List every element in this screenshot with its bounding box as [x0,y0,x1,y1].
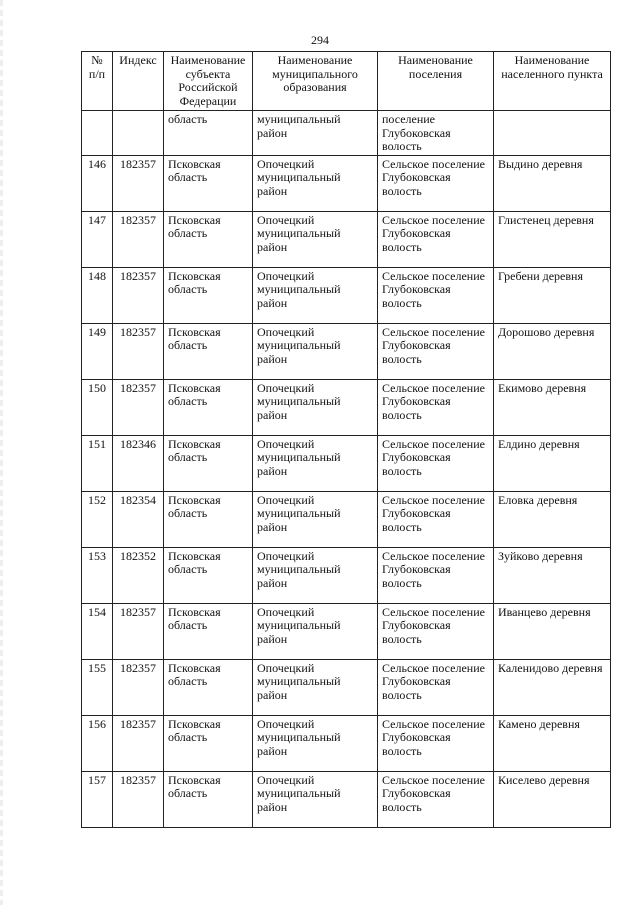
header-subject: Наименование субъекта Российской Федерации [164,52,253,111]
cell-num: 148 [82,267,113,323]
cell-municipality: Опочецкий муниципальный район [253,155,378,211]
cell-locality: Выдино деревня [494,155,611,211]
cell-locality: Еловка деревня [494,491,611,547]
cell-num [82,111,113,156]
header-settlement: Наименование поселения [378,52,494,111]
table-row [82,435,611,491]
table-row [82,155,611,211]
table-row-continuation [82,111,611,156]
cell-settlement: Сельское поселение Глубоковская волость [378,155,494,211]
cell-settlement: Сельское поселение Глубоковская волость [378,771,494,827]
cell-index: 182346 [113,435,164,491]
scan-edge-artifact [0,0,3,905]
cell-index: 182352 [113,547,164,603]
cell-num: 154 [82,603,113,659]
cell-municipality: Опочецкий муниципальный район [253,211,378,267]
cell-index: 182357 [113,211,164,267]
cell-num: 149 [82,323,113,379]
table-row [82,659,611,715]
cell-locality: Глистенец деревня [494,211,611,267]
cell-subject: Псковская область [164,659,253,715]
cell-municipality: Опочецкий муниципальный район [253,491,378,547]
cell-subject: Псковская область [164,547,253,603]
cell-locality: Камено деревня [494,715,611,771]
table-row [82,715,611,771]
header-municipality: Наименование муниципального образования [253,52,378,111]
cell-subject: Псковская область [164,603,253,659]
cell-municipality: Опочецкий муниципальный район [253,267,378,323]
cell-num: 156 [82,715,113,771]
table-row [82,379,611,435]
cell-settlement: Сельское поселение Глубоковская волость [378,267,494,323]
cell-subject: Псковская область [164,435,253,491]
table-row [82,603,611,659]
table-row [82,211,611,267]
cell-index: 182357 [113,603,164,659]
cell-num: 152 [82,491,113,547]
cell-index: 182357 [113,379,164,435]
header-locality: Наименование населенного пункта [494,52,611,111]
cell-locality: Иванцево деревня [494,603,611,659]
cell-index: 182357 [113,715,164,771]
cell-settlement: Сельское поселение Глубоковская волость [378,715,494,771]
cell-locality: Гребени деревня [494,267,611,323]
cell-subject: Псковская область [164,771,253,827]
cell-settlement: Сельское поселение Глубоковская волость [378,603,494,659]
cell-index: 182357 [113,659,164,715]
cell-index [113,111,164,156]
table-row [82,267,611,323]
cell-locality: Екимово деревня [494,379,611,435]
cell-index: 182354 [113,491,164,547]
cell-municipality: Опочецкий муниципальный район [253,323,378,379]
cell-subject: область [164,111,253,156]
table-row [82,323,611,379]
cell-num: 146 [82,155,113,211]
cell-settlement: Сельское поселение Глубоковская волость [378,547,494,603]
cell-num: 151 [82,435,113,491]
cell-settlement: поселение Глубоковская волость [378,111,494,156]
cell-settlement: Сельское поселение Глубоковская волость [378,379,494,435]
table-header-row [82,52,611,111]
cell-index: 182357 [113,771,164,827]
cell-num: 155 [82,659,113,715]
cell-settlement: Сельское поселение Глубоковская волость [378,323,494,379]
header-num: № п/п [82,52,113,111]
header-index: Индекс [113,52,164,111]
cell-municipality: Опочецкий муниципальный район [253,771,378,827]
cell-index: 182357 [113,155,164,211]
table-row [82,771,611,827]
table-row [82,547,611,603]
cell-subject: Псковская область [164,491,253,547]
cell-settlement: Сельское поселение Глубоковская волость [378,435,494,491]
cell-locality: Каленидово деревня [494,659,611,715]
cell-municipality: Опочецкий муниципальный район [253,715,378,771]
cell-num: 150 [82,379,113,435]
table-body [82,111,611,828]
cell-municipality: Опочецкий муниципальный район [253,379,378,435]
table-row [82,491,611,547]
cell-municipality: Опочецкий муниципальный район [253,435,378,491]
cell-subject: Псковская область [164,155,253,211]
cell-settlement: Сельское поселение Глубоковская волость [378,211,494,267]
cell-index: 182357 [113,267,164,323]
cell-num: 147 [82,211,113,267]
cell-municipality: муниципальный район [253,111,378,156]
cell-num: 157 [82,771,113,827]
cell-locality: Киселево деревня [494,771,611,827]
cell-municipality: Опочецкий муниципальный район [253,603,378,659]
cell-subject: Псковская область [164,715,253,771]
cell-subject: Псковская область [164,379,253,435]
cell-locality [494,111,611,156]
cell-subject: Псковская область [164,267,253,323]
cell-subject: Псковская область [164,211,253,267]
cell-subject: Псковская область [164,323,253,379]
cell-index: 182357 [113,323,164,379]
cell-municipality: Опочецкий муниципальный район [253,659,378,715]
cell-municipality: Опочецкий муниципальный район [253,547,378,603]
locality-registry-table [81,51,611,828]
cell-locality: Елдино деревня [494,435,611,491]
cell-settlement: Сельское поселение Глубоковская волость [378,659,494,715]
cell-settlement: Сельское поселение Глубоковская волость [378,491,494,547]
cell-locality: Дорошово деревня [494,323,611,379]
cell-locality: Зуйково деревня [494,547,611,603]
page-number: 294 [311,33,329,47]
cell-num: 153 [82,547,113,603]
